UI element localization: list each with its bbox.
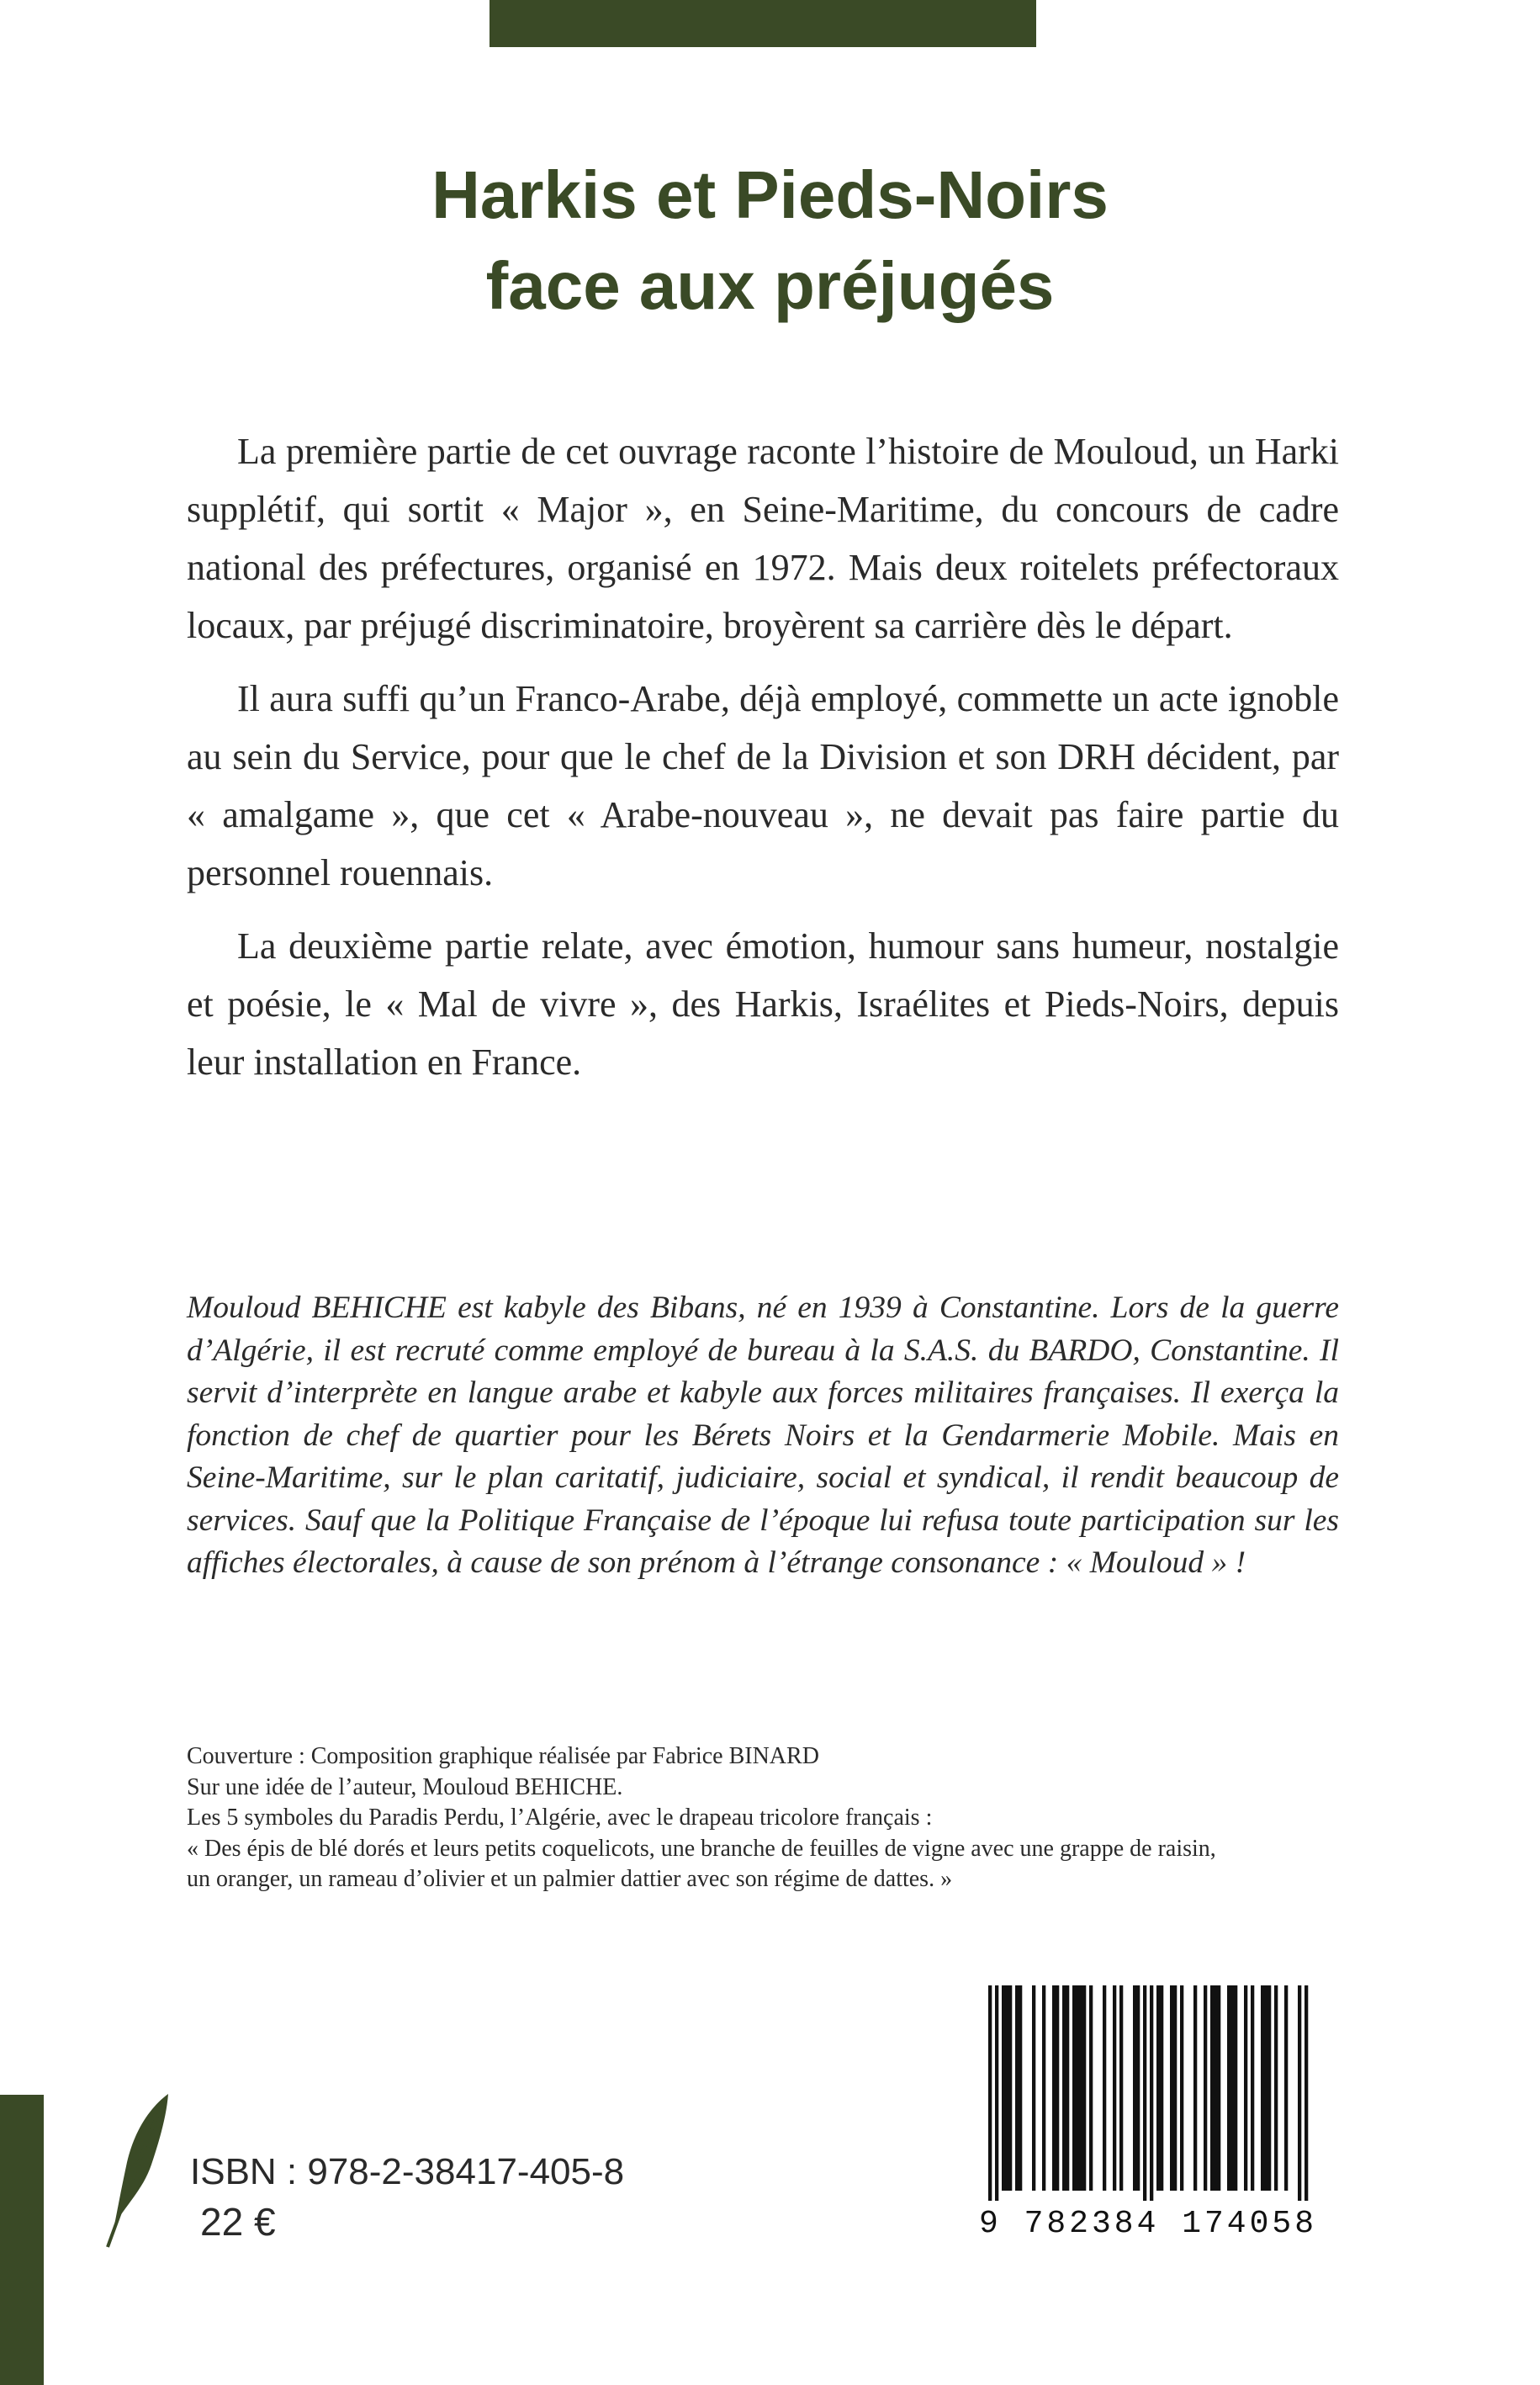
barcode-bar [1193, 1985, 1197, 2191]
barcode-bar [1005, 1985, 1008, 2191]
barcode-bar [1089, 1985, 1093, 2191]
credits-line-1: Couverture : Composition graphique réalisée par Fabrice BINARD [187, 1743, 819, 1769]
title-line-2: face aux préjugés [485, 248, 1055, 323]
barcode-bar [1214, 1985, 1217, 2191]
barcode-bars [963, 1985, 1333, 2201]
title-line-1: Harkis et Pieds-Noirs [431, 157, 1109, 232]
book-price: 22 € [200, 2200, 276, 2244]
book-summary [187, 422, 1339, 1106]
ean-barcode [963, 1985, 1333, 2263]
isbn-number: ISBN : 978-2-38417-405-8 [190, 2151, 625, 2192]
barcode-bar [1136, 1985, 1140, 2191]
barcode-bar [1244, 1985, 1247, 2191]
credits-line-3: Les 5 symboles du Paradis Perdu, l’Algérie, avec le drapeau tricolore français : [187, 1805, 933, 1831]
barcode-bar [1251, 1985, 1254, 2191]
cover-credits [187, 1741, 1381, 1895]
barcode-bar [1008, 1985, 1012, 2191]
barcode-bar [1056, 1985, 1059, 2191]
barcode-bar [995, 1985, 998, 2201]
barcode-bar [1052, 1985, 1056, 2191]
barcode-bar [1113, 1985, 1116, 2191]
barcode-bar [1103, 1985, 1106, 2191]
barcode-bar [1133, 1985, 1136, 2191]
barcode-bar [1160, 1985, 1163, 2191]
barcode-bar [1230, 1985, 1234, 2191]
barcode-bar [1210, 1985, 1214, 2191]
barcode-bar [1079, 1985, 1082, 2191]
barcode-bar [1170, 1985, 1173, 2191]
barcode-bar [1298, 1985, 1301, 2201]
barcode-bar [1066, 1985, 1069, 2191]
credits-line-2: Sur une idée de l’auteur, Mouloud BEHICHE. [187, 1773, 623, 1800]
author-bio: Mouloud BEHICHE est kabyle des Bibans, né en 1939 à Constantine. Lors de la guerre d’Algérie, il est recruté comme employé de bureau à la S.A.S. du BARDO, Constantine. Il servit d’interprète en langue arabe et kabyle aux forces militaires françaises. Il exerça la fonction de chef de quartier pour les Bérets Noirs et la Gendarmerie Mobile. Mais en Seine-Maritime, sur le plan caritatif, judiciaire, social et syndical, il rendit beaucoup de services. Sauf que la Politique Française de l’époque lui refusa toute participation sur les affiches électorales, à cause de son prénom à l’étrange consonance : « Mouloud » ! [187, 1291, 1339, 1580]
barcode-bar [1274, 1985, 1278, 2191]
barcode-bar [1227, 1985, 1230, 2191]
barcode-bar [1284, 1985, 1288, 2191]
barcode-bar [1150, 1985, 1153, 2201]
barcode-bar [1042, 1985, 1045, 2191]
barcode-bar [988, 1985, 992, 2201]
barcode-bar [1234, 1985, 1237, 2191]
credits-line-4: « Des épis de blé dorés et leurs petits coquelicots, une branche de feuilles de vigne avec une grappe de raisin, [187, 1835, 1216, 1862]
barcode-bar [1072, 1985, 1076, 2191]
barcode-bar [1015, 1985, 1019, 2191]
barcode-bar [1119, 1985, 1123, 2191]
barcode-bar [1019, 1985, 1022, 2191]
book-title [0, 150, 1540, 331]
barcode-bar [1305, 1985, 1308, 2201]
barcode-bar [1002, 1985, 1005, 2191]
top-accent-band [490, 0, 1036, 47]
summary-paragraph-2: Il aura suffi qu’un Franco-Arabe, déjà employé, commette un acte ignoble au sein du Service, pour que le chef de la Division et son DRH décident, par « amalgame », que cet « Arabe-nouveau », ne devait pas faire partie du personnel rouennais. [187, 678, 1339, 893]
spine-accent-band [0, 2095, 44, 2385]
barcode-bar [1261, 1985, 1264, 2191]
credits-line-5: un oranger, un rameau d’olivier et un palmier dattier avec son régime de dattes. » [187, 1866, 953, 1892]
barcode-bar [1204, 1985, 1207, 2191]
barcode-bar [1076, 1985, 1079, 2191]
barcode-digits: 9 782384 174058 [978, 2206, 1318, 2242]
barcode-bar [1062, 1985, 1066, 2191]
barcode-bar [1264, 1985, 1267, 2191]
summary-paragraph-1: La première partie de cet ouvrage raconte l’histoire de Mouloud, un Harki supplétif, qui sortit « Major », en Seine-Maritime, du concours de cadre national des préfectures, organisé en 1972. Mais deux roitelets préfectoraux locaux, par préjugé discriminatoire, broyèrent sa carrière dès le départ. [187, 431, 1339, 646]
barcode-bar [1217, 1985, 1220, 2191]
barcode-bar [1143, 1985, 1146, 2201]
barcode-bar [1082, 1985, 1086, 2191]
barcode-bar [1267, 1985, 1271, 2191]
summary-paragraph-3: La deuxième partie relate, avec émotion, humour sans humeur, nostalgie et poésie, le « Mal de vivre », des Harkis, Israélites et Pieds-Noirs, depuis leur installation en France. [187, 925, 1339, 1083]
feather-quill-icon [99, 2091, 175, 2250]
barcode-bar [1173, 1985, 1177, 2191]
barcode-bar [1156, 1985, 1160, 2191]
barcode-bar [1180, 1985, 1183, 2191]
barcode-bar [1032, 1985, 1035, 2191]
